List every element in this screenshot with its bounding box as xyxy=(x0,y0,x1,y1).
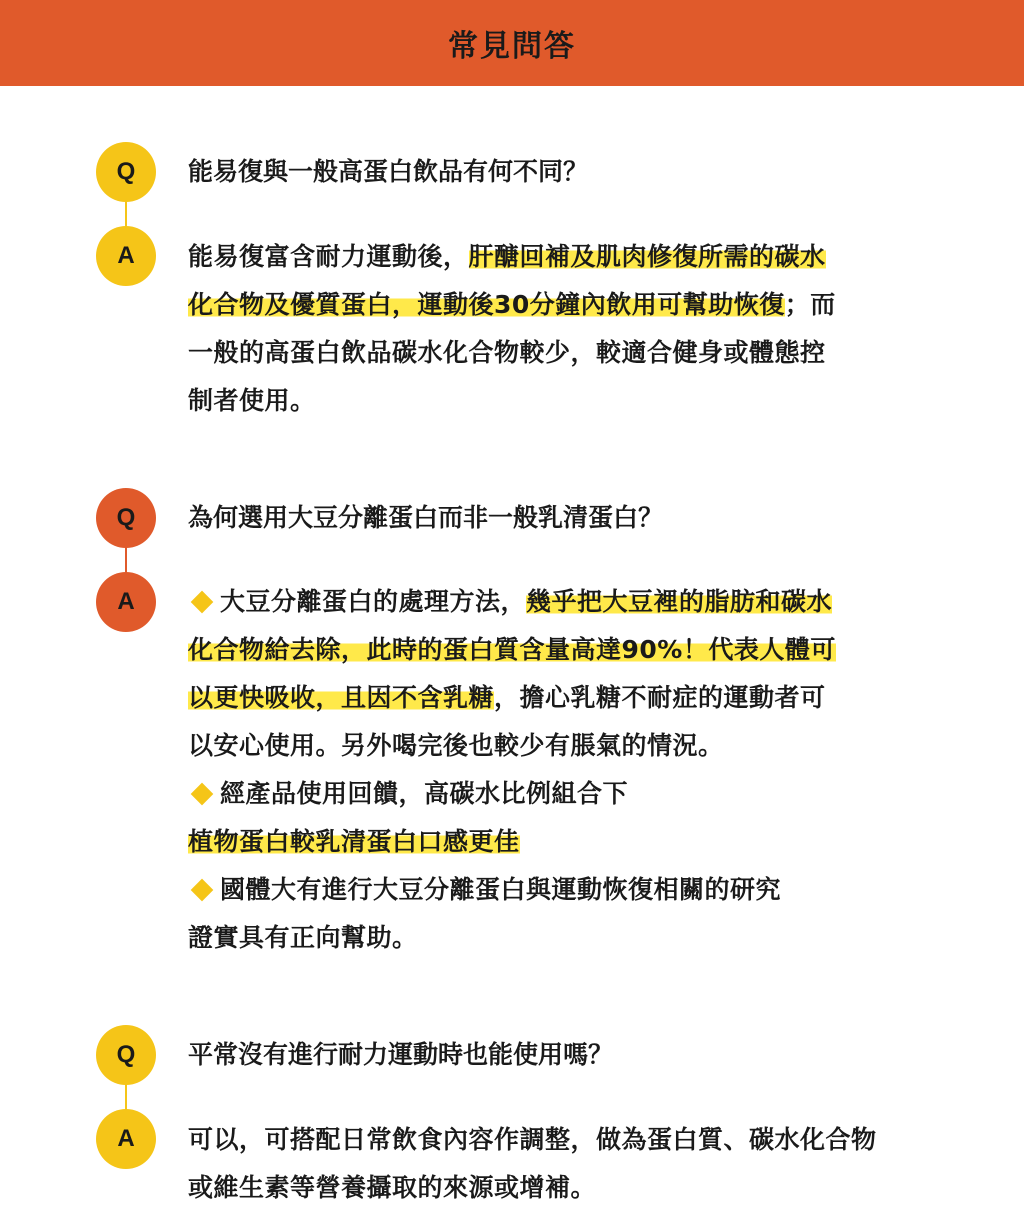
page-title: 常見問答 xyxy=(448,29,576,64)
q-badge-1: Q xyxy=(96,142,156,202)
faq3-answer-text: 可以，可搭配日常飲食內容作調整，做為蛋白質、碳水化合物 xyxy=(188,1125,877,1154)
faq1-answer-text: ；而 xyxy=(784,290,836,319)
a-badge-3: A xyxy=(96,1109,156,1169)
a-badge-1: A xyxy=(96,226,156,286)
faq2-answer-text: 經產品使用回饋，高碳水比例組合下 xyxy=(220,779,629,808)
faq2-answer-text: 證實具有正向幫助。 xyxy=(188,923,418,952)
faq2-answer-highlight: 化合物給去除，此時的蛋白質含量高達90%！代表人體可 xyxy=(188,635,836,664)
faq2-answer-text: ，擔心乳糖不耐症的運動者可 xyxy=(494,683,826,712)
faq1-answer-text: 能易復富含耐力運動後， xyxy=(188,242,469,271)
faq2-answer-highlight: 幾乎把大豆裡的脂肪和碳水 xyxy=(526,587,833,616)
faq1-answer-highlight: 肝醣回補及肌肉修復所需的碳水 xyxy=(468,242,826,271)
q-badge-2: Q xyxy=(96,488,156,548)
faq2-answer-highlight: 植物蛋白較乳清蛋白口感更佳 xyxy=(188,827,520,856)
faq1-answer-highlight: 化合物及優質蛋白，運動後30分鐘內飲用可幫助恢復 xyxy=(188,290,785,319)
diamond-bullet-icon xyxy=(191,782,214,805)
faq3-question: 平常沒有進行耐力運動時也能使用嗎？ xyxy=(188,1040,614,1069)
header-bar xyxy=(0,0,1024,86)
faq2-answer xyxy=(188,578,968,962)
faq2-answer-text: 大豆分離蛋白的處理方法， xyxy=(220,587,527,616)
q-badge-3: Q xyxy=(96,1025,156,1085)
faq1-answer xyxy=(188,233,968,425)
diamond-bullet-icon xyxy=(191,878,214,901)
diamond-bullet-icon xyxy=(191,590,214,613)
faq3-answer-text: 或維生素等營養攝取的來源或增補。 xyxy=(188,1173,597,1202)
faq3-answer xyxy=(188,1116,968,1212)
faq1-question: 能易復與一般高蛋白飲品有何不同？ xyxy=(188,157,589,186)
faq2-answer-text: 國體大有進行大豆分離蛋白與運動恢復相關的研究 xyxy=(220,875,782,904)
faq1-answer-text: 制者使用。 xyxy=(188,386,316,415)
faq2-answer-text: 以安心使用。另外喝完後也較少有脹氣的情況。 xyxy=(188,731,724,760)
a-badge-2: A xyxy=(96,572,156,632)
faq2-answer-highlight: 以更快吸收，且因不含乳糖 xyxy=(188,683,495,712)
faq2-question: 為何選用大豆分離蛋白而非一般乳清蛋白？ xyxy=(188,503,664,532)
faq1-answer-text: 一般的高蛋白飲品碳水化合物較少，較適合健身或體態控 xyxy=(188,338,826,367)
